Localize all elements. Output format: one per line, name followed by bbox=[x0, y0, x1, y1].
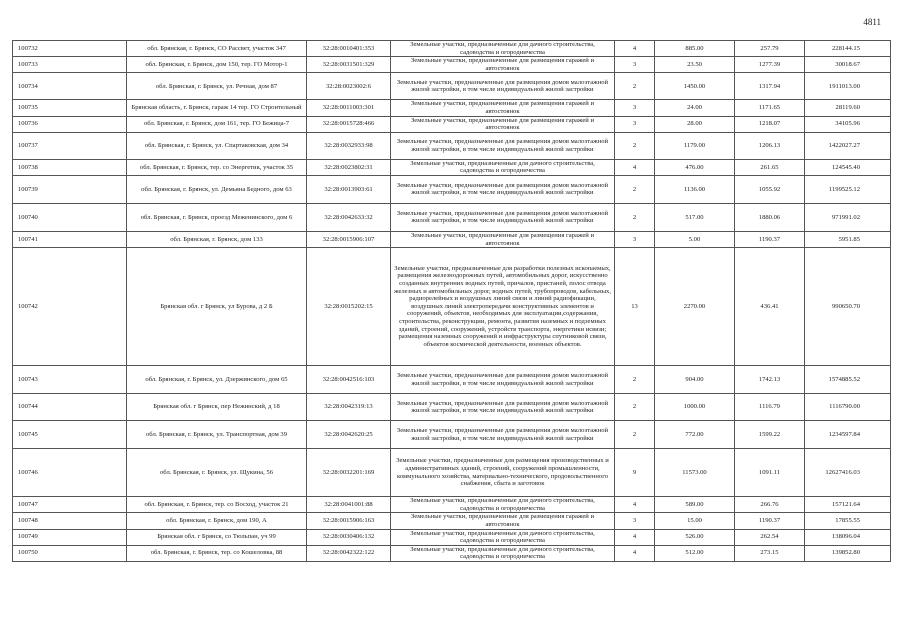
address-cell: Брянская обл. г Брянск, пер Нежинский, д 18 bbox=[127, 394, 307, 421]
address-cell: Брянская обл. г Брянск, ул Бурова, д 2 Б bbox=[127, 248, 307, 366]
cadastral-number-cell: 32:28:0032201:169 bbox=[307, 449, 391, 497]
parcel-id-cell: 100750 bbox=[13, 545, 127, 561]
specific-value-cell: 1277.39 bbox=[735, 57, 805, 73]
cadastral-number-cell: 32:28:0042633:32 bbox=[307, 203, 391, 231]
cadastral-value-cell: 1199525.12 bbox=[805, 175, 891, 203]
specific-value-cell: 262.54 bbox=[735, 529, 805, 545]
table-row bbox=[13, 513, 891, 529]
cadastral-value-cell: 138096.04 bbox=[805, 529, 891, 545]
cadastral-number-cell: 32:28:0015728:466 bbox=[307, 116, 391, 132]
specific-value-cell: 257.79 bbox=[735, 41, 805, 57]
cadastral-number-cell: 32:28:0010401:353 bbox=[307, 41, 391, 57]
cadastral-number-cell: 32:28:0015202:15 bbox=[307, 248, 391, 366]
use-group-cell: 3 bbox=[615, 57, 655, 73]
parcel-id-cell: 100749 bbox=[13, 529, 127, 545]
permitted-use-cell: Земельные участки, предназначенные для размещения гаражей и автостоянок bbox=[391, 116, 615, 132]
cadastral-value-cell: 1574885.52 bbox=[805, 366, 891, 394]
use-group-cell: 2 bbox=[615, 203, 655, 231]
cadastral-value-cell: 124545.40 bbox=[805, 159, 891, 175]
table-row bbox=[13, 421, 891, 449]
permitted-use-cell: Земельные участки, предназначенные для размещения гаражей и автостоянок bbox=[391, 57, 615, 73]
parcel-id-cell: 100748 bbox=[13, 513, 127, 529]
area-cell: 24.00 bbox=[655, 100, 735, 116]
cadastral-value-table bbox=[12, 40, 891, 562]
area-cell: 772.00 bbox=[655, 421, 735, 449]
cadastral-value-cell: 5951.85 bbox=[805, 231, 891, 247]
address-cell: обл. Брянская, г. Брянск, тер. со Восход, участок 21 bbox=[127, 497, 307, 513]
area-cell: 476.00 bbox=[655, 159, 735, 175]
cadastral-number-cell: 32:28:0042516:103 bbox=[307, 366, 391, 394]
permitted-use-cell: Земельные участки, предназначенные для дачного строительства, садоводства и огородничества bbox=[391, 545, 615, 561]
permitted-use-cell: Земельные участки, предназначенные для размещения домов малоэтажной жилой застройки, в том числе индивидуальной жилой застройки bbox=[391, 132, 615, 159]
cadastral-number-cell: 32:28:0042322:122 bbox=[307, 545, 391, 561]
cadastral-number-cell: 32:28:0011003:301 bbox=[307, 100, 391, 116]
area-cell: 885.00 bbox=[655, 41, 735, 57]
use-group-cell: 3 bbox=[615, 100, 655, 116]
table-row bbox=[13, 159, 891, 175]
cadastral-value-cell: 1116790.00 bbox=[805, 394, 891, 421]
specific-value-cell: 1218.07 bbox=[735, 116, 805, 132]
permitted-use-cell: Земельные участки, предназначенные для дачного строительства, садоводства и огородничества bbox=[391, 497, 615, 513]
table-row bbox=[13, 73, 891, 100]
table-row bbox=[13, 366, 891, 394]
specific-value-cell: 1599.22 bbox=[735, 421, 805, 449]
parcel-id-cell: 100734 bbox=[13, 73, 127, 100]
permitted-use-cell: Земельные участки, предназначенные для дачного строительства, садоводства и огородничества bbox=[391, 159, 615, 175]
cadastral-value-cell: 17855.55 bbox=[805, 513, 891, 529]
use-group-cell: 13 bbox=[615, 248, 655, 366]
cadastral-number-cell: 32:28:0013903:61 bbox=[307, 175, 391, 203]
address-cell: обл. Брянская, г. Брянск, дом 133 bbox=[127, 231, 307, 247]
specific-value-cell: 273.15 bbox=[735, 545, 805, 561]
parcel-id-cell: 100742 bbox=[13, 248, 127, 366]
area-cell: 5.00 bbox=[655, 231, 735, 247]
table-row bbox=[13, 529, 891, 545]
specific-value-cell: 436.41 bbox=[735, 248, 805, 366]
address-cell: обл. Брянская, г. Брянск, проезд Меженинского, дом 6 bbox=[127, 203, 307, 231]
table-row bbox=[13, 57, 891, 73]
table-row bbox=[13, 231, 891, 247]
cadastral-value-cell: 34105.96 bbox=[805, 116, 891, 132]
area-cell: 1450.00 bbox=[655, 73, 735, 100]
permitted-use-cell: Земельные участки, предназначенные для размещения домов малоэтажной жилой застройки, в том числе индивидуальной жилой застройки bbox=[391, 421, 615, 449]
table-row bbox=[13, 100, 891, 116]
use-group-cell: 4 bbox=[615, 159, 655, 175]
permitted-use-cell: Земельные участки, предназначенные для размещения домов малоэтажной жилой застройки, в том числе индивидуальной жилой застройки bbox=[391, 366, 615, 394]
address-cell: обл. Брянская, г. Брянск, тер. со Кошеловка, 88 bbox=[127, 545, 307, 561]
permitted-use-cell: Земельные участки, предназначенные для разработки полезных ископаемых, размещения железнодорожных путей, автомобильных дорог, искусственно созданных внутренних водных путей, причалов, пристаней, полос отвода железных и автомобильных дорог, водных путей, трубопроводов, кабельных, радиорелейных и воздушных линий связи и линий радиофикации, воздушных линий электропередачи конструктивных элементов и сооружений, объектов, необходимых для эксплуатации,содержания, строительства, реконструкции, ремонта, развития наземных и подземных зданий, строений, сооружений, устройств транспорта, энергетики исвязи; размещения наземных сооружений и инфраструктуры спутниковой связи, объектов космической деятельности, военных объектов. bbox=[391, 248, 615, 366]
use-group-cell: 2 bbox=[615, 366, 655, 394]
address-cell: обл. Брянская, г. Брянск, ул. Дзержинского, дом 65 bbox=[127, 366, 307, 394]
address-cell: обл. Брянская, г. Брянск, ул. Демьяна Бедного, дом 63 bbox=[127, 175, 307, 203]
parcel-id-cell: 100744 bbox=[13, 394, 127, 421]
parcel-id-cell: 100733 bbox=[13, 57, 127, 73]
use-group-cell: 4 bbox=[615, 41, 655, 57]
table-row bbox=[13, 497, 891, 513]
area-cell: 2270.00 bbox=[655, 248, 735, 366]
parcel-id-cell: 100747 bbox=[13, 497, 127, 513]
area-cell: 1179.00 bbox=[655, 132, 735, 159]
cadastral-number-cell: 32:28:0032933:98 bbox=[307, 132, 391, 159]
area-cell: 1136.00 bbox=[655, 175, 735, 203]
cadastral-number-cell: 32:28:0030406:132 bbox=[307, 529, 391, 545]
area-cell: 28.00 bbox=[655, 116, 735, 132]
cadastral-value-cell: 1234597.84 bbox=[805, 421, 891, 449]
specific-value-cell: 266.76 bbox=[735, 497, 805, 513]
area-cell: 512.00 bbox=[655, 545, 735, 561]
table-row bbox=[13, 394, 891, 421]
cadastral-number-cell: 32:28:0042620:25 bbox=[307, 421, 391, 449]
use-group-cell: 2 bbox=[615, 132, 655, 159]
cadastral-value-cell: 228144.15 bbox=[805, 41, 891, 57]
address-cell: обл. Брянская, г. Брянск, дом 150, тер. ГО Мотор-1 bbox=[127, 57, 307, 73]
area-cell: 15.00 bbox=[655, 513, 735, 529]
use-group-cell: 3 bbox=[615, 513, 655, 529]
table-row bbox=[13, 132, 891, 159]
cadastral-number-cell: 32:28:0015906:107 bbox=[307, 231, 391, 247]
use-group-cell: 3 bbox=[615, 231, 655, 247]
specific-value-cell: 1055.92 bbox=[735, 175, 805, 203]
area-cell: 1000.00 bbox=[655, 394, 735, 421]
address-cell: обл. Брянская, г. Брянск, дом 161, тер. ГО Бежица-7 bbox=[127, 116, 307, 132]
address-cell: обл. Брянская, г. Брянск, СО Рассвет, участок 347 bbox=[127, 41, 307, 57]
address-cell: обл. Брянская, г. Брянск, ул. Щукина, 56 bbox=[127, 449, 307, 497]
permitted-use-cell: Земельные участки, предназначенные для размещения домов малоэтажной жилой застройки, в том числе индивидуальной жилой застройки bbox=[391, 73, 615, 100]
cadastral-value-cell: 12627416.03 bbox=[805, 449, 891, 497]
cadastral-number-cell: 32:28:0031501:329 bbox=[307, 57, 391, 73]
table-row bbox=[13, 449, 891, 497]
permitted-use-cell: Земельные участки, предназначенные для размещения домов малоэтажной жилой застройки, в том числе индивидуальной жилой застройки bbox=[391, 394, 615, 421]
cadastral-number-cell: 32:28:0041001:88 bbox=[307, 497, 391, 513]
cadastral-value-cell: 30018.67 bbox=[805, 57, 891, 73]
parcel-id-cell: 100739 bbox=[13, 175, 127, 203]
cadastral-value-cell: 1422027.27 bbox=[805, 132, 891, 159]
address-cell: Брянская область, г. Брянск, гараж 14 тер. ГО Строительный bbox=[127, 100, 307, 116]
cadastral-value-cell: 139852.80 bbox=[805, 545, 891, 561]
parcel-id-cell: 100737 bbox=[13, 132, 127, 159]
specific-value-cell: 1880.06 bbox=[735, 203, 805, 231]
permitted-use-cell: Земельные участки, предназначенные для дачного строительства, садоводства и огородничества bbox=[391, 529, 615, 545]
use-group-cell: 3 bbox=[615, 116, 655, 132]
address-cell: обл. Брянская, г. Брянск, дом 190, А bbox=[127, 513, 307, 529]
table-row bbox=[13, 41, 891, 57]
area-cell: 526.00 bbox=[655, 529, 735, 545]
permitted-use-cell: Земельные участки, предназначенные для размещения гаражей и автостоянок bbox=[391, 513, 615, 529]
address-cell: обл. Брянская, г. Брянск, ул. Транспортная, дом 39 bbox=[127, 421, 307, 449]
permitted-use-cell: Земельные участки, предназначенные для дачного строительства, садоводства и огородничества bbox=[391, 41, 615, 57]
parcel-id-cell: 100732 bbox=[13, 41, 127, 57]
address-cell: обл. Брянская, г. Брянск, ул. Спартаковская, дом 34 bbox=[127, 132, 307, 159]
table-row bbox=[13, 175, 891, 203]
use-group-cell: 2 bbox=[615, 421, 655, 449]
use-group-cell: 2 bbox=[615, 394, 655, 421]
permitted-use-cell: Земельные участки, предназначенные для размещения гаражей и автостоянок bbox=[391, 231, 615, 247]
cadastral-value-cell: 1911013.00 bbox=[805, 73, 891, 100]
parcel-id-cell: 100740 bbox=[13, 203, 127, 231]
use-group-cell: 4 bbox=[615, 545, 655, 561]
cadastral-value-cell: 157121.64 bbox=[805, 497, 891, 513]
area-cell: 23.50 bbox=[655, 57, 735, 73]
cadastral-value-cell: 28119.60 bbox=[805, 100, 891, 116]
area-cell: 517.00 bbox=[655, 203, 735, 231]
specific-value-cell: 1091.11 bbox=[735, 449, 805, 497]
address-cell: обл. Брянская, г. Брянск, ул. Речная, дом 87 bbox=[127, 73, 307, 100]
area-cell: 589.00 bbox=[655, 497, 735, 513]
cadastral-value-cell: 990650.70 bbox=[805, 248, 891, 366]
table-row bbox=[13, 545, 891, 561]
permitted-use-cell: Земельные участки, предназначенные для размещения гаражей и автостоянок bbox=[391, 100, 615, 116]
use-group-cell: 2 bbox=[615, 73, 655, 100]
area-cell: 11573.00 bbox=[655, 449, 735, 497]
specific-value-cell: 1206.13 bbox=[735, 132, 805, 159]
permitted-use-cell: Земельные участки, предназначенные для размещения производственных и административных зданий, строений, сооружений промышленности, коммунального хозяйства, материально-технического, продовольственного снабжения, сбыта и заготовок bbox=[391, 449, 615, 497]
parcel-id-cell: 100743 bbox=[13, 366, 127, 394]
specific-value-cell: 1742.13 bbox=[735, 366, 805, 394]
table-row bbox=[13, 116, 891, 132]
use-group-cell: 9 bbox=[615, 449, 655, 497]
address-cell: Брянская обл. г Брянск, со Тюльпан, уч 99 bbox=[127, 529, 307, 545]
table-row bbox=[13, 203, 891, 231]
use-group-cell: 4 bbox=[615, 497, 655, 513]
parcel-id-cell: 100736 bbox=[13, 116, 127, 132]
cadastral-number-cell: 32:28:0023802:31 bbox=[307, 159, 391, 175]
address-cell: обл. Брянская, г. Брянск, тер. со Энергетик, участок 35 bbox=[127, 159, 307, 175]
parcel-id-cell: 100741 bbox=[13, 231, 127, 247]
specific-value-cell: 261.65 bbox=[735, 159, 805, 175]
specific-value-cell: 1317.94 bbox=[735, 73, 805, 100]
use-group-cell: 2 bbox=[615, 175, 655, 203]
table-body bbox=[13, 41, 891, 562]
table-row bbox=[13, 248, 891, 366]
cadastral-number-cell: 32:28:0015906:163 bbox=[307, 513, 391, 529]
parcel-id-cell: 100738 bbox=[13, 159, 127, 175]
specific-value-cell: 1190.37 bbox=[735, 231, 805, 247]
specific-value-cell: 1116.79 bbox=[735, 394, 805, 421]
cadastral-number-cell: 32:28:0023002:6 bbox=[307, 73, 391, 100]
parcel-id-cell: 100735 bbox=[13, 100, 127, 116]
cadastral-value-cell: 971991.02 bbox=[805, 203, 891, 231]
permitted-use-cell: Земельные участки, предназначенные для размещения домов малоэтажной жилой застройки, в том числе индивидуальной жилой застройки bbox=[391, 175, 615, 203]
cadastral-number-cell: 32:28:0042319:13 bbox=[307, 394, 391, 421]
area-cell: 904.00 bbox=[655, 366, 735, 394]
page-number: 4811 bbox=[863, 17, 881, 27]
parcel-id-cell: 100746 bbox=[13, 449, 127, 497]
specific-value-cell: 1171.65 bbox=[735, 100, 805, 116]
use-group-cell: 4 bbox=[615, 529, 655, 545]
specific-value-cell: 1190.37 bbox=[735, 513, 805, 529]
permitted-use-cell: Земельные участки, предназначенные для размещения домов малоэтажной жилой застройки, в том числе индивидуальной жилой застройки bbox=[391, 203, 615, 231]
parcel-id-cell: 100745 bbox=[13, 421, 127, 449]
